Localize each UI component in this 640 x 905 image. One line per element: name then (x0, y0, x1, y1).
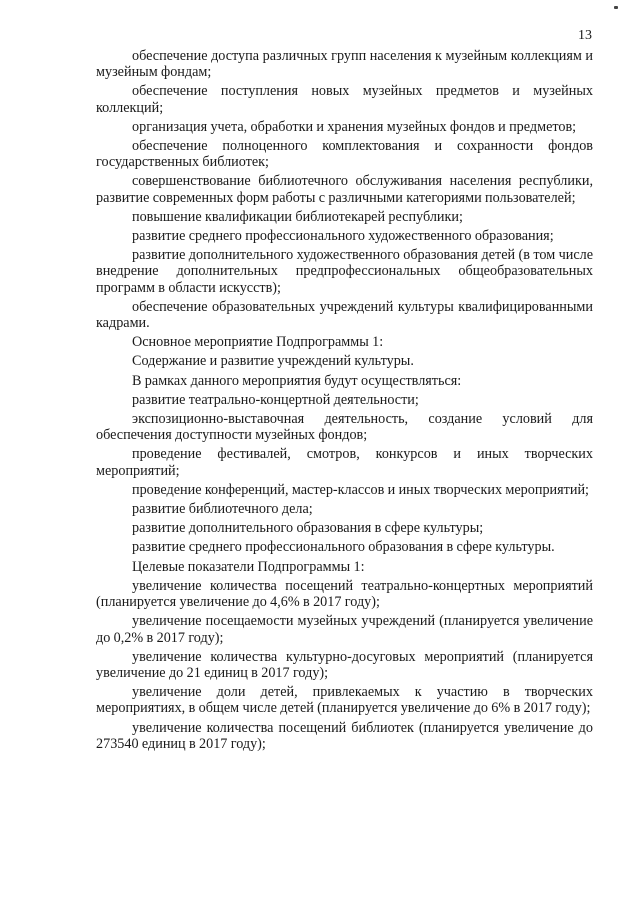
page-number: 13 (578, 28, 592, 43)
scan-mark (614, 6, 618, 9)
paragraph-25: увеличение количества посещений библиотек (планируется увеличение до 273540 единиц в 2017 году); (96, 719, 593, 752)
paragraph-13: развитие театрально-концертной деятельности; (132, 391, 419, 408)
paragraph-19: развитие среднего профессионального образования в сфере культуры. (132, 539, 555, 556)
paragraph-11: Содержание и развитие учреждений культуры. (132, 353, 414, 370)
paragraph-12: В рамках данного мероприятия будут осуществляться: (132, 372, 462, 389)
paragraph-5: совершенствование библиотечного обслуживания населения республики, развитие современных форм работы с различными категориями пользователей; (96, 173, 593, 206)
paragraph-23: увеличение количества культурно-досуговых мероприятий (планируется увеличение до 21 единиц в 2017 году); (96, 648, 593, 681)
paragraph-7: развитие среднего профессионального художественного образования; (132, 228, 554, 245)
paragraph-9: обеспечение образовательных учреждений культуры квалифицированными кадрами. (96, 298, 593, 332)
paragraph-21: увеличение количества посещений театрально-концертных мероприятий (планируется увеличение до 4,6% в 2017 году); (96, 577, 593, 611)
paragraph-15: проведение фестивалей, смотров, конкурсов и иных творческих мероприятий; (96, 446, 593, 479)
paragraph-3: организация учета, обработки и хранения музейных фондов и предметов; (132, 118, 577, 135)
paragraph-1: обеспечение доступа различных групп населения к музейным коллекциям и музейным фондам; (96, 48, 593, 81)
page-body (96, 48, 593, 752)
paragraph-24: увеличение доли детей, привлекаемых к участию в творческих мероприятиях, в общем числе детей (планируется увеличение до 6% в 2017 году); (96, 684, 593, 717)
paragraph-22: увеличение посещаемости музейных учреждений (планируется увеличение до 0,2% в 2017 году); (96, 613, 593, 646)
paragraph-14: экспозиционно-выставочная деятельность, создание условий для обеспечения доступности музейных фондов; (96, 411, 593, 444)
paragraph-18: развитие дополнительного образования в сфере культуры; (132, 520, 484, 537)
paragraph-16: проведение конференций, мастер-классов и иных творческих мероприятий; (132, 481, 589, 498)
paragraph-17: развитие библиотечного дела; (132, 501, 313, 518)
paragraph-20: Целевые показатели Подпрограммы 1: (132, 558, 365, 575)
paragraph-6: повышение квалификации библиотекарей республики; (132, 208, 463, 225)
paragraph-4: обеспечение полноценного комплектования и сохранности фондов государственных библиотек; (96, 138, 593, 171)
paragraph-10: Основное мероприятие Подпрограммы 1: (132, 334, 384, 351)
paragraph-8: развитие дополнительного художественного образования детей (в том числе внедрение дополнительных предпрофессиональных общеобразовательных программ в области искусств); (96, 247, 593, 296)
paragraph-2: обеспечение поступления новых музейных предметов и музейных коллекций; (96, 83, 593, 116)
